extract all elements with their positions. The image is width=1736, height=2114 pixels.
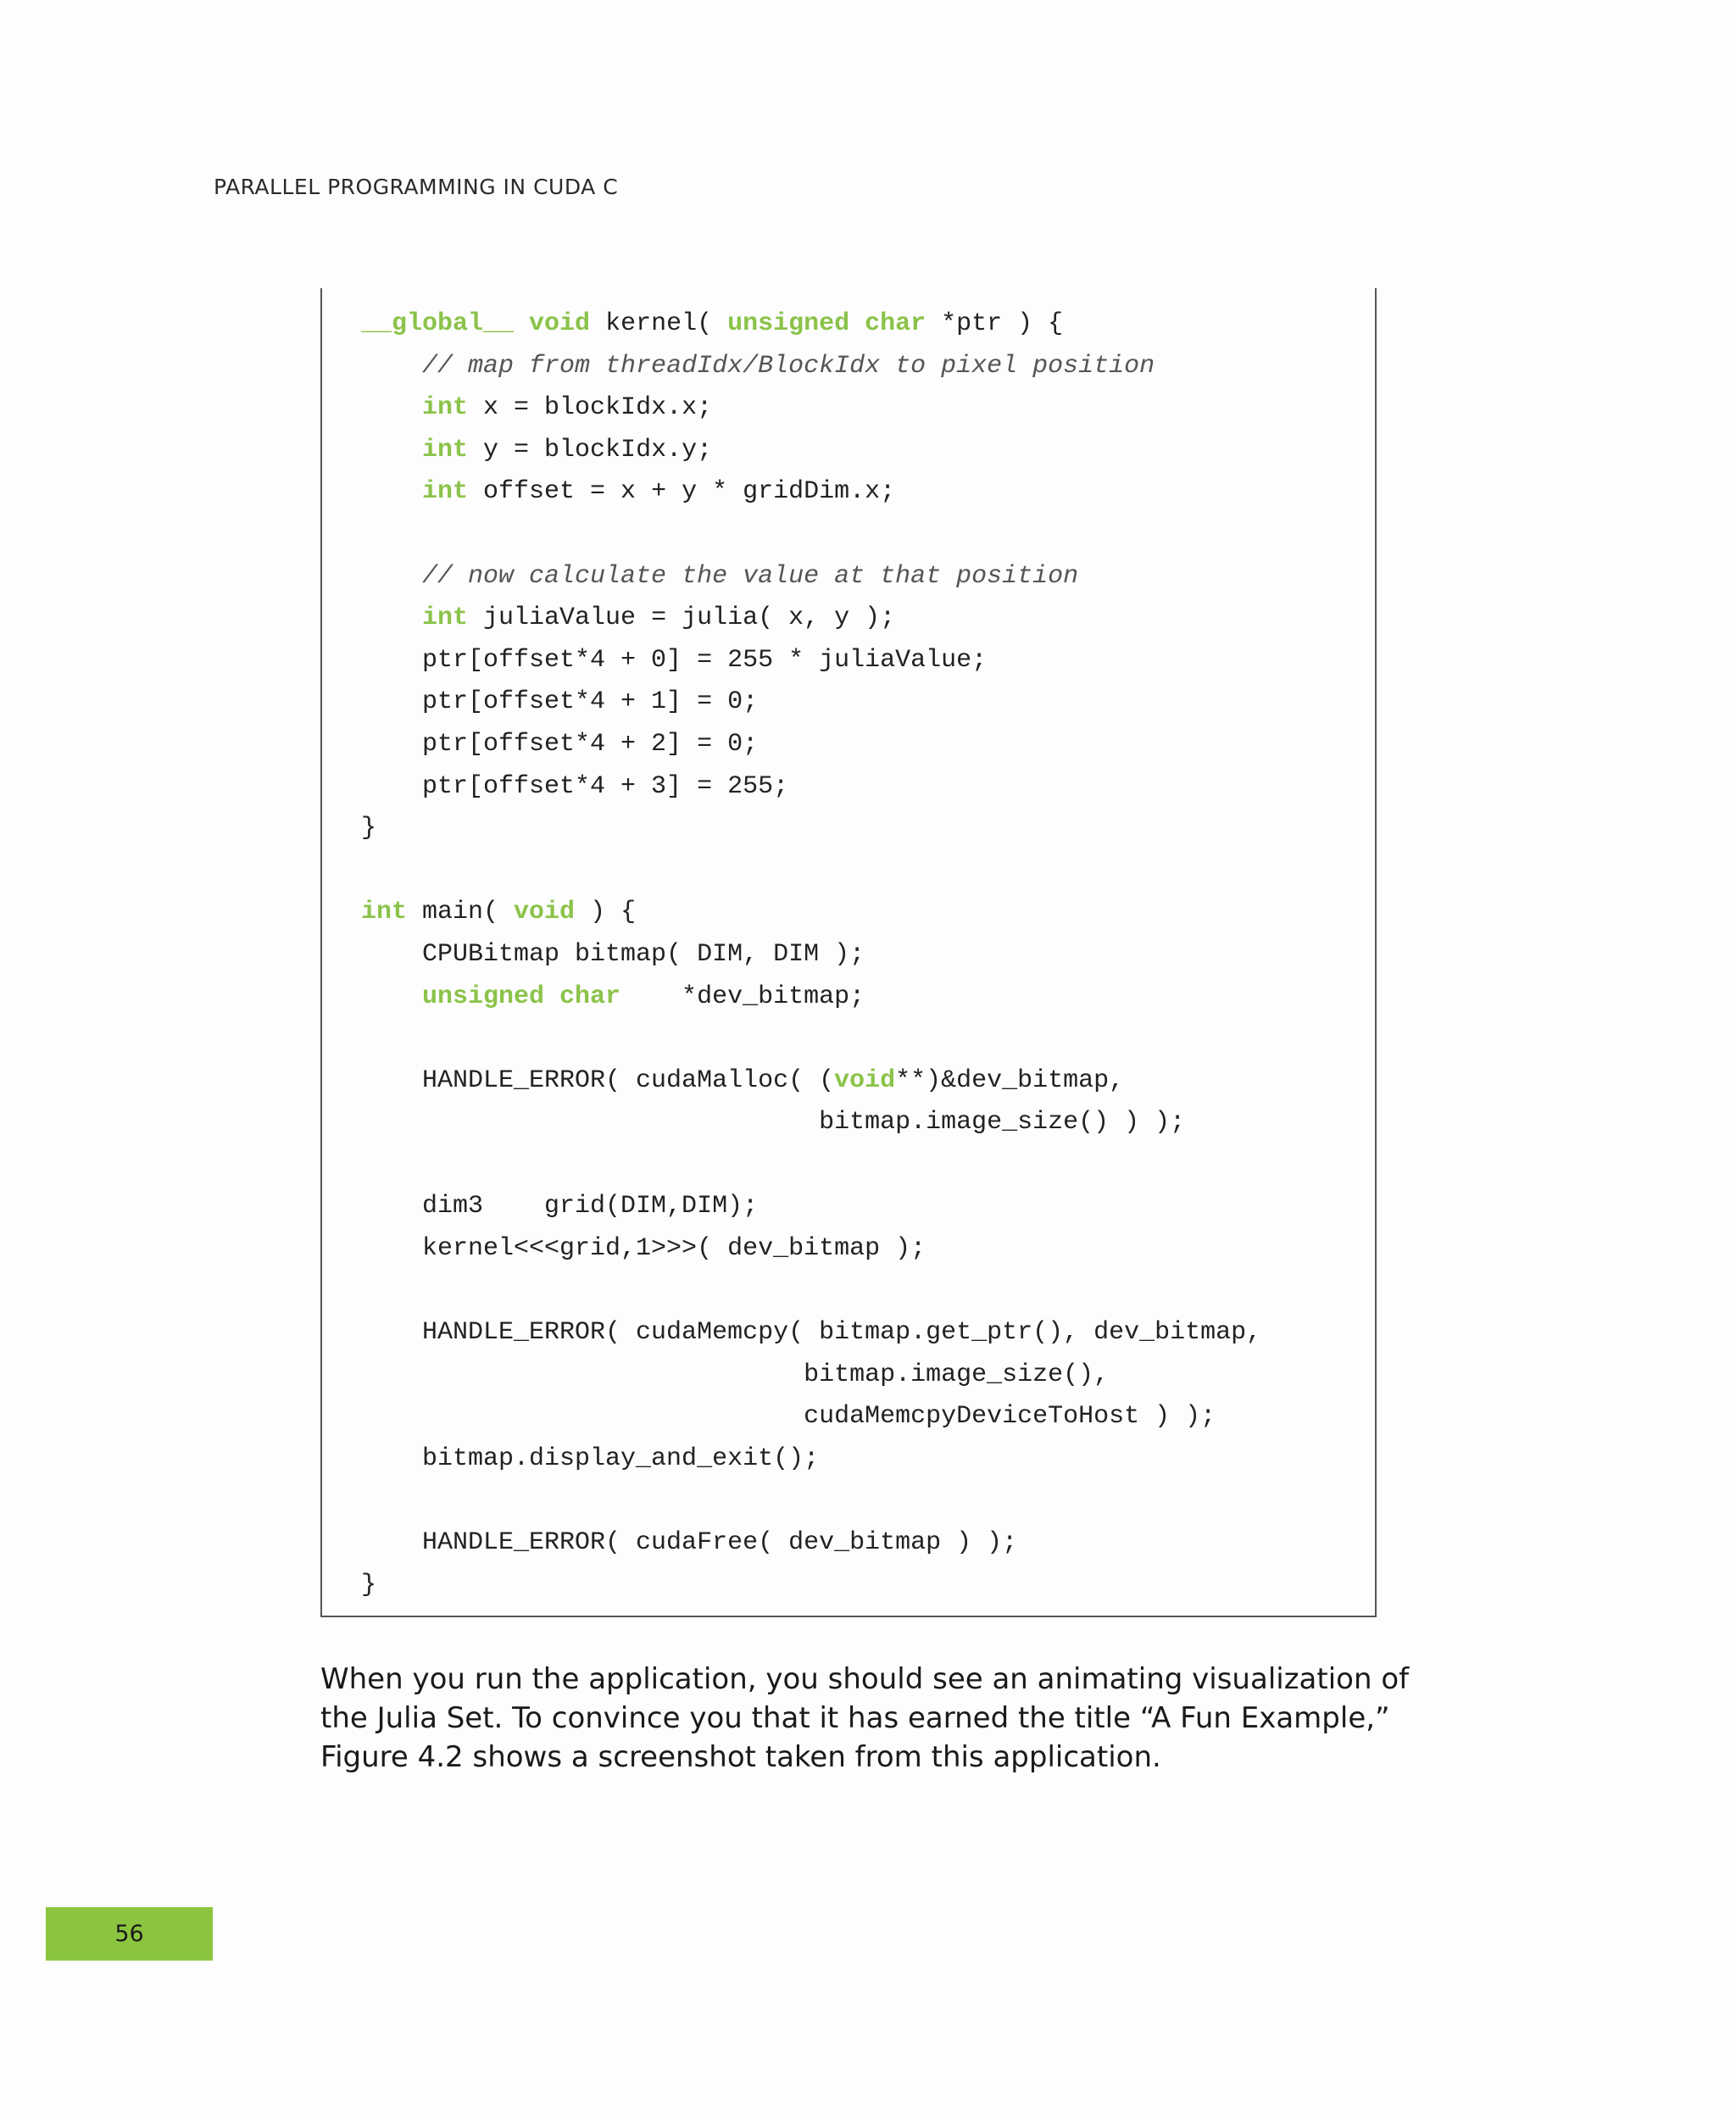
code-keyword: void (834, 1065, 896, 1095)
code-line (361, 892, 1261, 934)
code-text (361, 982, 422, 1011)
code-text: bitmap.image_size(), (361, 1360, 1110, 1389)
code-line (361, 766, 1261, 809)
code-keyword: int (422, 393, 469, 423)
code-text (361, 477, 422, 506)
code-text (361, 393, 422, 422)
code-line (361, 808, 1261, 850)
code-line (361, 1144, 1261, 1187)
code-text: CPUBitmap bitmap( DIM, DIM ); (361, 939, 865, 969)
code-text: kernel<<<grid,1>>>( dev_bitmap ); (361, 1234, 926, 1264)
code-line (361, 1186, 1261, 1228)
code-text: ptr[offset*4 + 0] = 255 * juliaValue; (361, 645, 988, 675)
code-line (361, 1312, 1261, 1355)
code-line (361, 640, 1261, 682)
code-line (361, 976, 1261, 1019)
code-text: offset = x + y * gridDim.x; (468, 477, 896, 507)
code-text (514, 309, 529, 338)
code-text (361, 352, 422, 381)
code-text: dim3 grid(DIM,DIM); (361, 1192, 759, 1221)
code-keyword: int (422, 604, 469, 633)
code-line (361, 1102, 1261, 1144)
page-number-tab (46, 1907, 213, 1961)
code-text: HANDLE_ERROR( cudaMemcpy( bitmap.get_ptr(), dev_bitmap, (361, 1318, 1262, 1348)
code-text: ptr[offset*4 + 1] = 0; (361, 687, 759, 717)
code-line (361, 850, 1261, 893)
code-text: HANDLE_ERROR( cudaFree( dev_bitmap ) ); (361, 1528, 1018, 1558)
code-keyword: __global__ (361, 309, 515, 338)
code-text: *ptr ) { (926, 309, 1064, 338)
code-text: ptr[offset*4 + 3] = 255; (361, 771, 789, 801)
code-text: bitmap.image_size() ) ); (361, 1108, 1186, 1138)
code-line (361, 471, 1261, 514)
code-text: *dev_bitmap; (620, 982, 865, 1011)
code-line (361, 1018, 1261, 1060)
code-text: main( (407, 898, 515, 927)
code-text: ) { (575, 898, 637, 927)
code-line (361, 724, 1261, 766)
code-line (361, 681, 1261, 724)
code-text: ptr[offset*4 + 2] = 0; (361, 729, 759, 759)
code-text: juliaValue = julia( x, y ); (468, 604, 896, 633)
code-text: } (361, 814, 377, 843)
code-line (361, 1396, 1261, 1438)
code-line (361, 514, 1261, 556)
code-line (361, 934, 1261, 976)
code-text: HANDLE_ERROR( cudaMalloc( ( (361, 1065, 835, 1095)
code-text: } (361, 1570, 377, 1599)
code-line (361, 1481, 1261, 1523)
body-paragraph: When you run the application, you should see an animating visualization of the Julia Set. To convince you that it has earned the title “A Fun Example,” Figure 4.2 shows a screenshot taken from this application. (320, 1662, 1410, 1774)
code-text: **)&dev_bitmap, (895, 1065, 1125, 1095)
code-keyword: void (529, 309, 591, 338)
code-listing (361, 303, 1261, 1606)
code-text (361, 604, 422, 632)
code-keyword: int (422, 477, 469, 507)
code-line (361, 387, 1261, 430)
code-text: x = blockIdx.x; (468, 393, 713, 423)
code-line (361, 1271, 1261, 1313)
code-text: kernel( (590, 309, 728, 338)
code-comment: // map from threadIdx/BlockIdx to pixel position (422, 351, 1155, 381)
code-line (361, 1355, 1261, 1397)
code-keyword: unsigned char (422, 982, 621, 1011)
code-line (361, 1060, 1261, 1103)
code-line (361, 598, 1261, 640)
code-keyword: int (361, 898, 408, 927)
code-text: bitmap.display_and_exit(); (361, 1444, 820, 1474)
code-line (361, 556, 1261, 598)
code-line (361, 1438, 1261, 1481)
code-line (361, 303, 1261, 346)
code-line (361, 346, 1261, 388)
code-line (361, 1565, 1261, 1607)
code-comment: // now calculate the value at that position (422, 561, 1079, 591)
page-number: 56 (114, 1921, 144, 1947)
code-line (361, 430, 1261, 472)
code-keyword: int (422, 435, 469, 465)
code-line (361, 1228, 1261, 1271)
running-header: PARALLEL PROGRAMMING IN CUDA C (214, 175, 619, 199)
code-text (361, 436, 422, 465)
code-line (361, 1522, 1261, 1565)
code-text: y = blockIdx.y; (468, 435, 713, 465)
code-text (361, 562, 422, 591)
code-text: cudaMemcpyDeviceToHost ) ); (361, 1402, 1216, 1432)
code-keyword: unsigned char (727, 309, 926, 338)
code-keyword: void (514, 898, 576, 927)
